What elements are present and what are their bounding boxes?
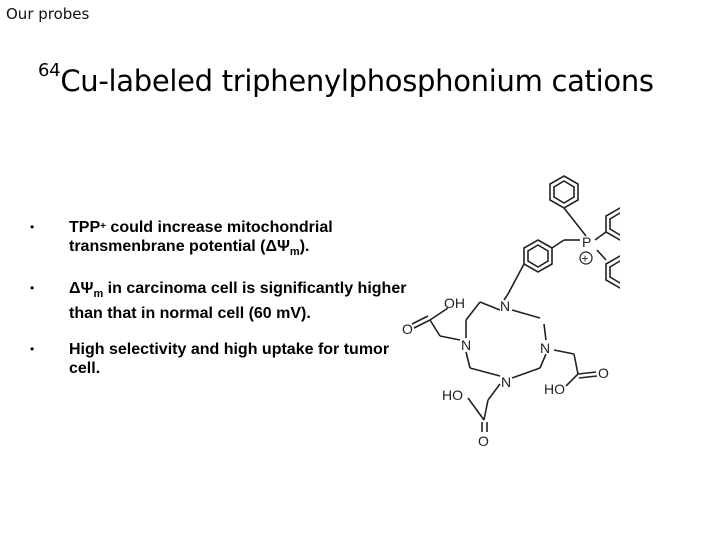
bullet-item-2 [30, 279, 410, 323]
nitrogen-atom-top: N [500, 298, 511, 314]
slide-title [38, 60, 654, 98]
slide-header-label: Our probes [6, 5, 90, 23]
bullet-dot: • [30, 281, 35, 296]
charge-label: + [581, 251, 589, 266]
phenyl-ring-right-lower [597, 250, 620, 288]
bullet-text: High selectivity and high uptake for tumor cell. [69, 341, 390, 378]
carbonyl-oxygen-left: O [402, 321, 413, 337]
acetate-arm-bottom [468, 384, 500, 432]
bullet-superscript: + [100, 221, 106, 232]
hydroxyl-label-top: OH [444, 295, 465, 311]
nitrogen-atom-bottom: N [501, 374, 512, 390]
bullet-list [30, 218, 410, 395]
nitrogen-atom-left: N [461, 337, 472, 353]
bullet-subscript: m [93, 288, 104, 301]
bullet-dot: • [30, 220, 35, 234]
hydroxyl-label-bottom: HO [442, 387, 463, 403]
bullet-text: TPP [69, 219, 101, 236]
bullet-text: ΔΨ [69, 280, 94, 298]
phenyl-ring-right-upper [595, 208, 620, 240]
bullet-dot: • [30, 342, 35, 357]
bullet-item-3 [30, 340, 410, 378]
bullet-subscript: m [289, 246, 300, 259]
bullet-text: ). [299, 238, 310, 255]
phenyl-ring-linker [508, 240, 580, 294]
phosphorus-atom-label: P [582, 234, 592, 250]
phenyl-ring-top [550, 176, 586, 236]
hydroxyl-label-right: HO [544, 381, 565, 397]
chemical-structure-diagram [400, 168, 620, 458]
bullet-text: could increase mitochondrial transmenbrane potential (ΔΨ [69, 219, 333, 255]
title-text: Cu-labeled triphenylphosphonium cations [60, 64, 654, 98]
bullet-item-1 [30, 218, 410, 262]
carbonyl-oxygen-bottom: O [478, 433, 489, 449]
bullet-text: in carcinoma cell is significantly higher than that in normal cell (60 mV). [69, 280, 407, 323]
nitrogen-atom-right: N [540, 340, 551, 356]
acetate-arm-left [412, 308, 460, 340]
carbonyl-oxygen-right: O [598, 365, 609, 381]
isotope-superscript: 64 [38, 60, 61, 81]
